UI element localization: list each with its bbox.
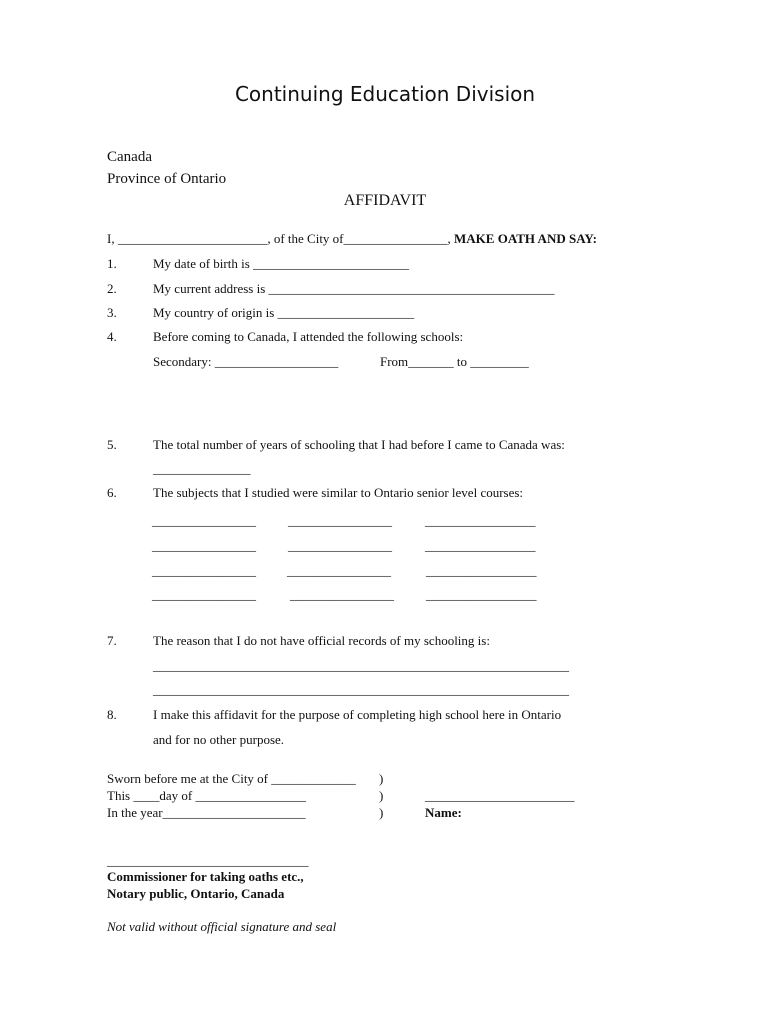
- years-of-schooling-blank: _______________: [153, 461, 251, 476]
- subject-blank: ________________: [287, 563, 391, 578]
- reason-blank-line: ________________________________________________________________: [153, 682, 569, 697]
- item-text-date-of-birth: My date of birth is ________________________: [153, 256, 410, 271]
- commissioner-signature-line: _______________________________: [107, 853, 309, 868]
- item-number: 8.: [107, 707, 117, 722]
- deponent-signature-line: _______________________: [425, 788, 575, 803]
- oath-text: I, _______________________, of the City of________________,: [107, 231, 455, 246]
- item-text-address: My current address is ____________________________________________: [153, 281, 555, 296]
- secondary-school-blank: Secondary: ___________________: [153, 354, 339, 369]
- item-text-country-of-origin: My country of origin is _____________________: [153, 305, 415, 320]
- item-text-purpose: I make this affidavit for the purpose of completing high school here in Ontario: [153, 707, 562, 722]
- subject-blank: ________________: [152, 513, 256, 528]
- subject-blank: _________________: [425, 538, 536, 553]
- item-number: 4.: [107, 329, 117, 344]
- item-text-reason-no-records: The reason that I do not have official records of my schooling is:: [153, 633, 490, 648]
- validity-note: Not valid without official signature and seal: [107, 919, 337, 934]
- item-text-purpose-continued: and for no other purpose.: [153, 732, 285, 747]
- subject-blank: ________________: [152, 587, 256, 602]
- item-number: 7.: [107, 633, 117, 648]
- reason-blank-line: ________________________________________________________________: [153, 658, 569, 673]
- sworn-day-line: This ____day of _________________: [107, 788, 306, 803]
- bracket-paren: ): [379, 805, 384, 820]
- item-text-schools: Before coming to Canada, I attended the following schools:: [153, 329, 464, 344]
- item-number: 6.: [107, 485, 117, 500]
- item-text-subjects: The subjects that I studied were similar to Ontario senior level courses:: [153, 485, 524, 500]
- bracket-paren: ): [379, 771, 384, 786]
- name-label: Name:: [425, 805, 462, 820]
- sworn-year-line: In the year______________________: [107, 805, 306, 820]
- notary-title: Notary public, Ontario, Canada: [107, 886, 285, 901]
- country-label: Canada: [107, 149, 152, 165]
- subject-blank: ________________: [290, 587, 394, 602]
- school-years-blank: From_______ to _________: [380, 354, 529, 369]
- subject-blank: _________________: [426, 563, 537, 578]
- province-label: Province of Ontario: [107, 171, 227, 187]
- item-number: 3.: [107, 305, 117, 320]
- page-title: Continuing Education Division: [234, 82, 536, 106]
- oath-line: [107, 232, 597, 245]
- sworn-city-line: Sworn before me at the City of _____________: [107, 771, 356, 786]
- subject-blank: ________________: [288, 513, 392, 528]
- oath-bold-text: MAKE OATH AND SAY:: [454, 231, 597, 246]
- affidavit-title: AFFIDAVIT: [343, 192, 427, 209]
- item-text-years-of-schooling: The total number of years of schooling that I had before I came to Canada was:: [153, 437, 565, 452]
- item-number: 5.: [107, 437, 117, 452]
- item-number: 1.: [107, 256, 117, 271]
- subject-blank: ________________: [288, 538, 392, 553]
- subject-blank: _________________: [425, 513, 536, 528]
- commissioner-title: Commissioner for taking oaths etc.,: [107, 869, 304, 884]
- subject-blank: ________________: [152, 563, 256, 578]
- bracket-paren: ): [379, 788, 384, 803]
- item-number: 2.: [107, 281, 117, 296]
- subject-blank: _________________: [426, 587, 537, 602]
- subject-blank: ________________: [152, 538, 256, 553]
